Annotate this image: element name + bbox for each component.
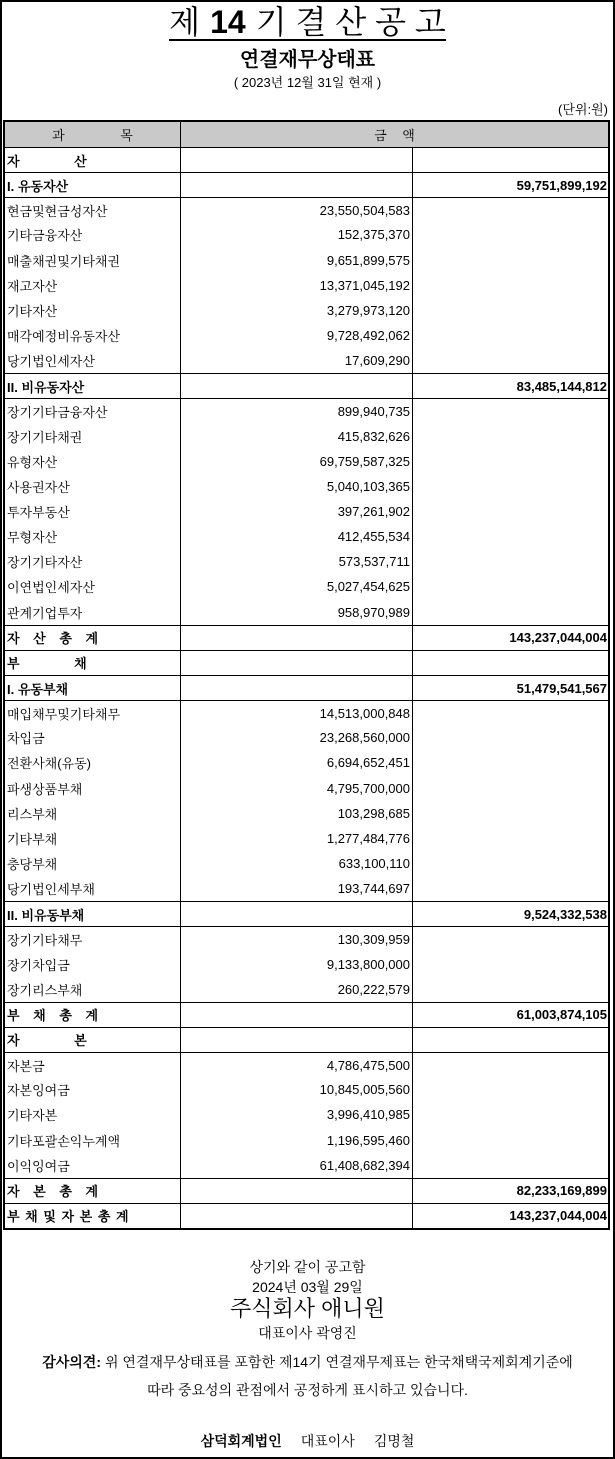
audit-opinion-line-2: 따라 중요성의 관점에서 공정하게 표시하고 있습니다. [147,1382,468,1398]
section-row-liabilities [5,650,608,675]
account-row [5,725,608,750]
account-amount: 1,277,484,776 [181,826,413,851]
account-label: 당기법인세부채 [5,876,181,901]
empty-cell [413,826,608,851]
notice-statement: 상기와 같이 공고함 [249,1259,366,1275]
empty-cell [413,927,608,951]
notice-title-underlined [169,5,446,41]
notice-title [2,4,613,41]
group-label: II. 비유동부채 [5,902,181,926]
empty-cell [181,902,413,926]
account-amount: 3,996,410,985 [181,1102,413,1127]
account-row [5,273,608,298]
group-label: I. 유동부채 [5,676,181,700]
account-label: 기타자산 [5,298,181,323]
empty-cell [413,651,608,675]
empty-cell [181,1204,413,1228]
group-row-current-liabilities [5,675,608,700]
account-row [5,222,608,247]
account-label: 차입금 [5,725,181,750]
account-label: 사용권자산 [5,474,181,499]
account-amount: 17,609,290 [181,348,413,373]
total-label: 자 본 총 계 [5,1179,181,1203]
empty-cell [413,851,608,876]
account-row [5,700,608,725]
account-row [5,851,608,876]
account-amount: 633,100,110 [181,851,413,876]
account-label: 장기차입금 [5,952,181,977]
empty-cell [413,449,608,474]
account-row [5,323,608,348]
account-row [5,524,608,549]
account-row [5,926,608,951]
company-name: 주식회사 애니원 [230,1296,385,1321]
account-amount: 958,970,989 [181,600,413,625]
account-amount: 397,261,902 [181,499,413,524]
empty-cell [413,474,608,499]
account-row [5,574,608,599]
empty-cell [413,801,608,826]
empty-cell [413,198,608,222]
account-label: 기타부채 [5,826,181,851]
account-amount: 14,513,000,848 [181,701,413,725]
account-row [5,248,608,273]
account-label: 충당부채 [5,851,181,876]
empty-cell [413,701,608,725]
total-label: 부 채 총 계 [5,1003,181,1027]
account-amount: 130,309,959 [181,927,413,951]
account-row [5,750,608,775]
total-row-assets [5,625,608,650]
grand-total-amount: 143,237,044,004 [509,1208,607,1224]
empty-cell [413,499,608,524]
account-row [5,549,608,574]
account-amount: 573,537,711 [181,549,413,574]
section-label: 자 산 [5,148,181,172]
empty-cell [181,173,413,197]
account-row [5,977,608,1002]
empty-cell [413,725,608,750]
empty-cell [413,876,608,901]
account-row [5,348,608,373]
total-row-liabilities-and-equity [5,1203,608,1228]
empty-cell [413,348,608,373]
account-row [5,776,608,801]
empty-cell [413,1102,608,1127]
empty-cell [413,952,608,977]
title-prefix: 제 [169,4,201,40]
total-amount: 82,233,169,899 [516,1183,607,1199]
company-ceo: 대표이사 곽영진 [258,1325,357,1341]
currency-unit: (단위:원) [558,102,608,117]
empty-cell [413,776,608,801]
audit-opinion-text: 위 연결재무상태표를 포함한 제14기 연결재무제표는 한국채택국제회계기준에 [104,1354,573,1370]
empty-cell [413,399,608,423]
audit-opinion-label: 감사의견: [42,1354,101,1370]
account-amount: 152,375,370 [181,222,413,247]
account-label: 장기기타자산 [5,549,181,574]
account-amount: 13,371,045,192 [181,273,413,298]
account-amount: 103,298,685 [181,801,413,826]
empty-cell [413,524,608,549]
auditor-firm: 삼덕회계법인 [200,1433,282,1449]
section-label: 자 본 [5,1028,181,1052]
account-label: 장기기타채무 [5,927,181,951]
group-amount: 51,479,541,567 [516,680,607,696]
title-rest: 기 결 산 공 고 [255,4,446,40]
account-label: 전환사채(유동) [5,750,181,775]
statement-title: 연결재무상태표 [239,49,376,71]
balance-sheet-table [3,120,610,1230]
empty-cell [181,374,413,398]
notice-date: 2024년 03월 29일 [252,1279,363,1295]
header-account: 과 목 [5,122,181,147]
empty-cell [413,600,608,625]
account-amount: 9,728,492,062 [181,323,413,348]
account-amount: 69,759,587,325 [181,449,413,474]
account-amount: 9,651,899,575 [181,248,413,273]
account-label: 무형자산 [5,524,181,549]
group-row-current-assets [5,172,608,197]
account-amount: 10,845,005,560 [181,1077,413,1102]
empty-cell [413,1053,608,1077]
audit-opinion-line-1 [2,1353,613,1371]
empty-cell [181,676,413,700]
group-amount: 9,524,332,538 [523,906,607,922]
account-label: 리스부채 [5,801,181,826]
section-row-assets [5,147,608,172]
account-row [5,398,608,423]
account-label: 자본잉여금 [5,1077,181,1102]
account-label: 자본금 [5,1053,181,1077]
empty-cell [413,248,608,273]
account-amount: 4,795,700,000 [181,776,413,801]
account-row [5,197,608,222]
group-amount: 83,485,144,812 [516,378,607,394]
account-label: 재고자산 [5,273,181,298]
account-label: 당기법인세자산 [5,348,181,373]
account-amount: 5,040,103,365 [181,474,413,499]
account-row [5,1102,608,1127]
account-amount: 9,133,800,000 [181,952,413,977]
account-row [5,1077,608,1102]
account-row [5,1127,608,1152]
empty-cell [181,1028,413,1052]
empty-cell [181,148,413,172]
empty-cell [413,1028,608,1052]
account-amount: 23,268,560,000 [181,725,413,750]
account-amount: 193,744,697 [181,876,413,901]
total-row-equity [5,1178,608,1203]
account-amount: 260,222,579 [181,977,413,1002]
account-label: 매입채무및기타채무 [5,701,181,725]
empty-cell [413,574,608,599]
empty-cell [181,626,413,650]
account-row [5,801,608,826]
empty-cell [413,1077,608,1102]
group-row-non-current-liabilities [5,901,608,926]
group-label: I. 유동자산 [5,173,181,197]
auditor-name: 김명철 [373,1433,415,1449]
empty-cell [413,323,608,348]
account-row [5,424,608,449]
empty-cell [413,1153,608,1178]
account-label: 매출채권및기타채권 [5,248,181,273]
table-header [5,122,608,147]
account-row [5,952,608,977]
account-label: 유형자산 [5,449,181,474]
group-label: II. 비유동자산 [5,374,181,398]
account-label: 관계기업투자 [5,600,181,625]
account-label: 기타금융자산 [5,222,181,247]
total-label: 자 산 총 계 [5,626,181,650]
total-row-liabilities [5,1002,608,1027]
account-amount: 1,196,595,460 [181,1127,413,1152]
account-amount: 23,550,504,583 [181,198,413,222]
account-label: 기타자본 [5,1102,181,1127]
empty-cell [413,222,608,247]
empty-cell [413,750,608,775]
group-amount: 59,751,899,192 [516,177,607,193]
account-amount: 61,408,682,394 [181,1153,413,1178]
empty-cell [413,148,608,172]
account-amount: 899,940,735 [181,399,413,423]
section-label: 부 채 [5,651,181,675]
empty-cell [181,1003,413,1027]
account-row [5,298,608,323]
title-term-number: 14 [210,4,246,40]
account-row [5,826,608,851]
empty-cell [413,549,608,574]
grand-total-label: 부 채 및 자 본 총 계 [5,1204,181,1228]
account-label: 파생상품부채 [5,776,181,801]
account-row [5,449,608,474]
account-row [5,499,608,524]
account-row [5,600,608,625]
account-label: 장기기타금융자산 [5,399,181,423]
section-row-equity [5,1027,608,1052]
account-amount: 4,786,475,500 [181,1053,413,1077]
account-amount: 415,832,626 [181,424,413,449]
statement-date: ( 2023년 12월 31일 현재 ) [233,75,382,90]
empty-cell [181,1179,413,1203]
account-label: 투자부동산 [5,499,181,524]
account-label: 매각예정비유동자산 [5,323,181,348]
account-label: 장기리스부채 [5,977,181,1002]
account-amount: 3,279,973,120 [181,298,413,323]
account-label: 이익잉여금 [5,1153,181,1178]
empty-cell [413,424,608,449]
empty-cell [413,273,608,298]
group-row-non-current-assets [5,373,608,398]
account-amount: 5,027,454,625 [181,574,413,599]
header-amount: 금 액 [374,128,415,143]
account-amount: 6,694,652,451 [181,750,413,775]
account-row [5,474,608,499]
auditor-title: 대표이사 [300,1433,355,1449]
empty-cell [413,298,608,323]
account-row [5,1052,608,1077]
account-label: 현금및현금성자산 [5,198,181,222]
total-amount: 143,237,044,004 [509,630,607,646]
account-row [5,1153,608,1178]
account-amount: 412,455,534 [181,524,413,549]
empty-cell [181,651,413,675]
auditor-signature [2,1432,613,1450]
empty-cell [413,1127,608,1152]
total-amount: 61,003,874,105 [516,1007,607,1023]
account-label: 장기기타채권 [5,424,181,449]
account-label: 기타포괄손익누계액 [5,1127,181,1152]
empty-cell [413,977,608,1002]
account-row [5,876,608,901]
account-label: 이연법인세자산 [5,574,181,599]
